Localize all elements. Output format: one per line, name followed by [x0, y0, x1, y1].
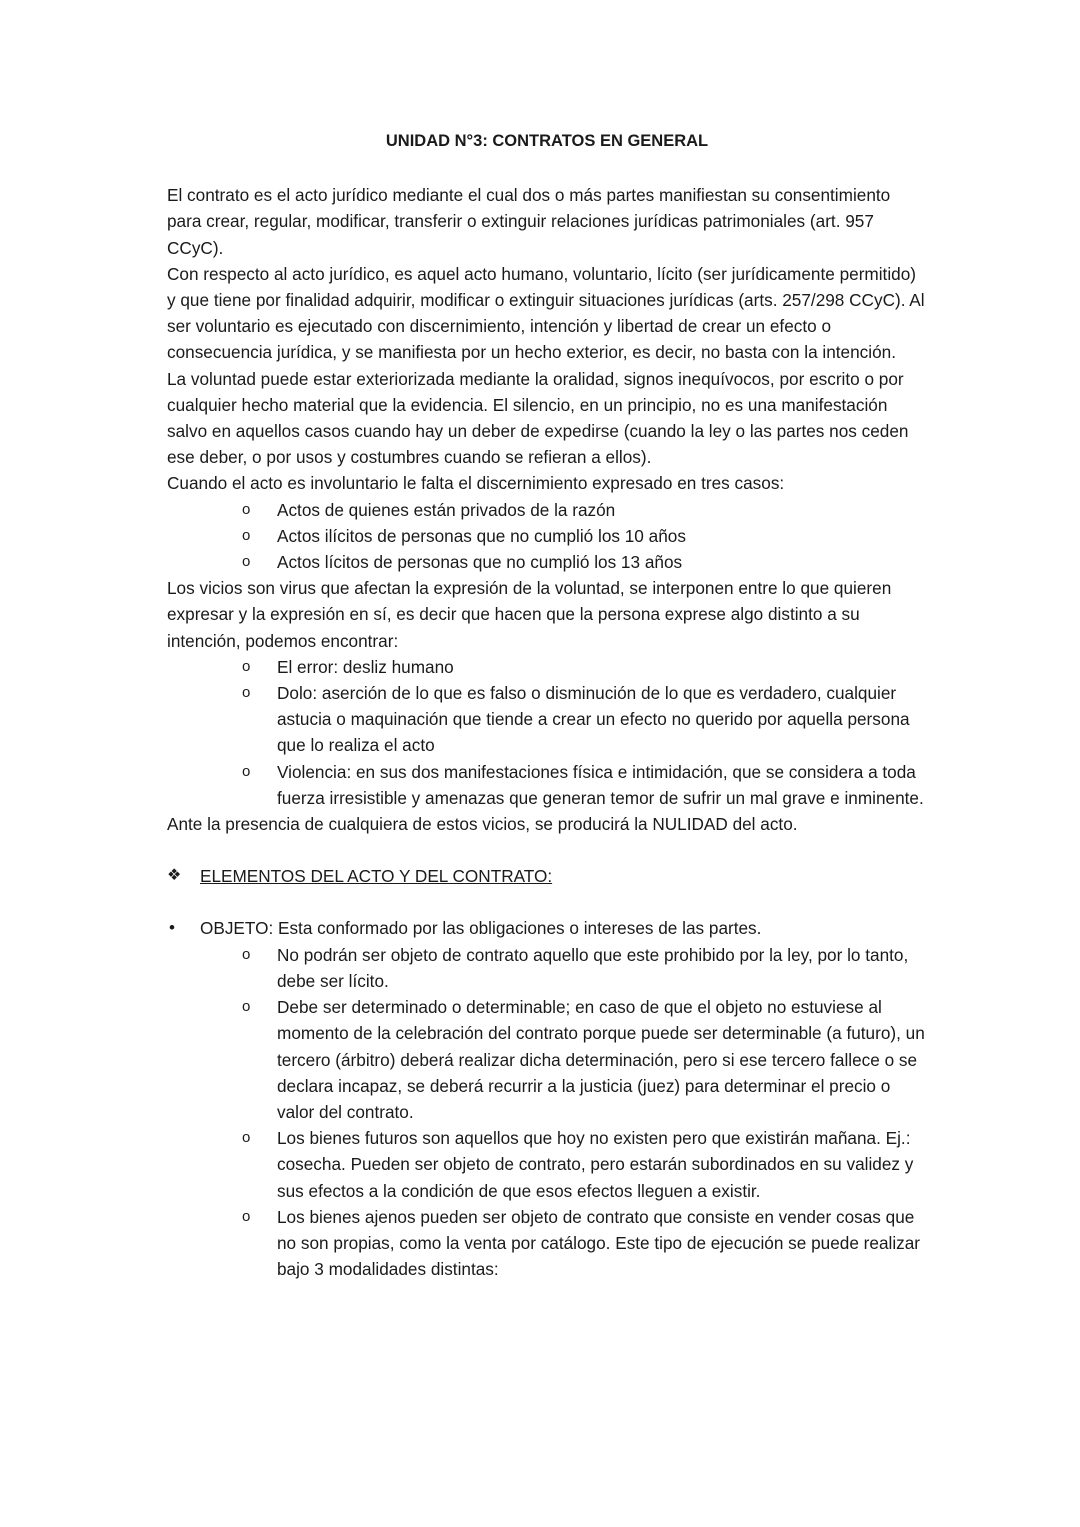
paragraph-nullity: Ante la presencia de cualquiera de estos vicios, se producirá la NULIDAD del acto. — [167, 814, 798, 835]
object-points-list — [167, 942, 927, 1283]
list-item-text: Actos lícitos de personas que no cumplió los 13 años — [277, 552, 683, 573]
circle-bullet-icon: o — [242, 526, 251, 544]
list-item — [167, 994, 927, 1125]
circle-bullet-icon: o — [242, 945, 251, 963]
list-item — [167, 523, 927, 549]
list-item — [167, 549, 927, 575]
section-heading-elements — [167, 863, 927, 889]
object-bullet — [167, 915, 927, 941]
list-item — [167, 680, 927, 759]
vices-list — [167, 654, 927, 811]
list-item-text: Debe ser determinado o determinable; en caso de que el objeto no estuviese al momento de la celebración del contrato porque puede ser determinable (a futuro), un tercero (árbitro) deberá realizar dicha determinación, pero si ese tercero fallece o se declara incapaz, se deberá recurrir a la justicia (juez) para determinar el precio o valor del contrato. — [277, 997, 925, 1122]
list-item — [167, 759, 927, 811]
list-item-text: Violencia: en sus dos manifestaciones física e intimidación, que se considera a toda fuerza irresistible y amenazas que generan temor de sufrir un mal grave e inminente. — [277, 761, 924, 808]
circle-bullet-icon: o — [242, 998, 251, 1016]
page-title: UNIDAD N°3: CONTRATOS EN GENERAL — [385, 132, 709, 150]
list-item — [167, 654, 927, 680]
list-item-text: No podrán ser objeto de contrato aquello que este prohibido por la ley, por lo tanto, debe ser lícito. — [277, 944, 909, 991]
circle-bullet-icon: o — [242, 684, 251, 702]
object-bullet-text: OBJETO: Esta conformado por las obligaciones o intereses de las partes. — [200, 918, 762, 939]
paragraph-will-expression: La voluntad puede estar exteriorizada mediante la oralidad, signos inequívocos, por escrito o por cualquier hecho material que la evidencia. El silencio, en un principio, no es una manifestación salvo en aquellos casos cuando hay un deber de expedirse (cuando la ley o las partes nos ceden ese deber, o por usos y costumbres cuando se refieran a ellos). — [167, 368, 909, 468]
circle-bullet-icon: o — [242, 500, 251, 518]
circle-bullet-icon: o — [242, 1129, 251, 1147]
document-body — [167, 128, 927, 1282]
list-item-text: Actos de quienes están privados de la razón — [277, 499, 616, 520]
dot-bullet-icon: • — [169, 918, 175, 938]
list-item — [167, 942, 927, 994]
list-item-text: Los bienes ajenos pueden ser objeto de contrato que consiste en vender cosas que no son propias, como la venta por catálogo. Este tipo de ejecución se puede realizar bajo 3 modalidades distintas: — [277, 1206, 921, 1280]
involuntary-cases-list — [167, 497, 927, 576]
circle-bullet-icon: o — [242, 553, 251, 571]
list-item-text: Dolo: aserción de lo que es falso o disminución de lo que es verdadero, cualquier astucia o maquinación que tiende a crear un efecto no querido por aquella persona que lo realiza el acto — [277, 683, 910, 756]
list-item-text: Actos ilícitos de personas que no cumplió los 10 años — [277, 525, 686, 546]
list-item — [167, 1125, 927, 1204]
list-item-text: El error: desliz humano — [277, 656, 454, 677]
circle-bullet-icon: o — [242, 657, 251, 675]
diamond-bullet-icon: ❖ — [167, 867, 182, 885]
list-item — [167, 1204, 927, 1283]
paragraph-vices-intro: Los vicios son virus que afectan la expresión de la voluntad, se interponen entre lo que quieren expresar y la expresión en sí, es decir que hacen que la persona exprese algo distinto a su intención, podemos encontrar: — [167, 578, 892, 651]
paragraph-contract-definition: El contrato es el acto jurídico mediante el cual dos o más partes manifiestan su consentimiento para crear, regular, modificar, transferir o extinguir relaciones jurídicas patrimoniales (art. 957 CCyC). — [167, 185, 891, 258]
list-item — [167, 497, 927, 523]
section-heading-text: ELEMENTOS DEL ACTO Y DEL CONTRATO: — [200, 866, 553, 887]
circle-bullet-icon: o — [242, 762, 251, 780]
paragraph-involuntary-act: Cuando el acto es involuntario le falta el discernimiento expresado en tres casos: — [167, 473, 785, 494]
list-item-text: Los bienes futuros son aquellos que hoy no existen pero que existirán mañana. Ej.: cosecha. Pueden ser objeto de contrato, pero estarán subordinados en su validez y sus efectos a la condición de que esos efectos lleguen a existir. — [277, 1128, 914, 1201]
paragraph-legal-act: Con respecto al acto jurídico, es aquel acto humano, voluntario, lícito (ser jurídicamente permitido) y que tiene por finalidad adquirir, modificar o extinguir situaciones jurídicas (arts. 257/298 CCyC). Al ser voluntario es ejecutado con discernimiento, intención y libertad de crear un efecto o consecuencia jurídica, y se manifiesta por un hecho exterior, es decir, no basta con la intención. — [167, 263, 925, 363]
circle-bullet-icon: o — [242, 1207, 251, 1225]
